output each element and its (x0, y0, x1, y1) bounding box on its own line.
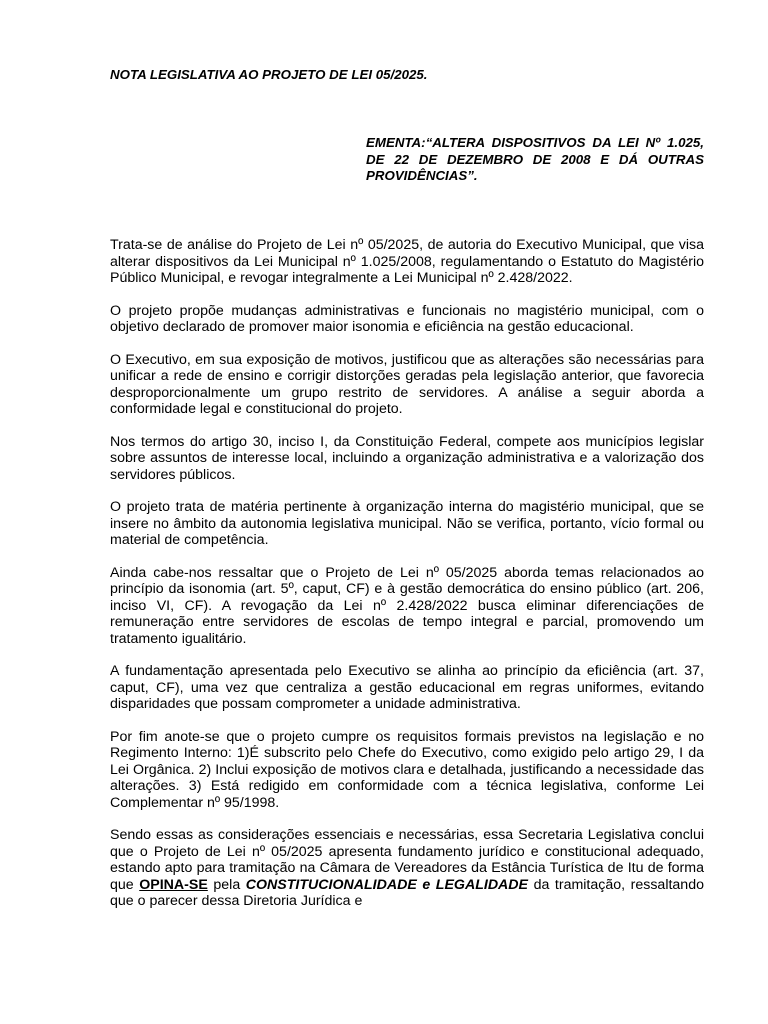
constitucionalidade-text: CONSTITUCIONALIDADE e LEGALIDADE (245, 876, 529, 893)
paragraph-3: O Executivo, em sua exposição de motivos, justificou que as alterações são necessárias para unificar a rede de ensino e corrigir distorções geradas pela legislação anterior, que favorecia desproporcionalmente um grupo restrito de servidores. A análise a seguir aborda a conformidade legal e constitucional do projeto. (110, 351, 704, 417)
conclusion-text-3: da tramitação, ressaltando que o parecer dessa Diretoria Jurídica e (110, 876, 704, 909)
paragraph-5: O projeto trata de matéria pertinente à organização interna do magistério municipal, que se insere no âmbito da autonomia legislativa municipal. Não se verifica, portanto, vício formal ou material de competência. (110, 499, 704, 548)
paragraph-4: Nos termos do artigo 30, inciso I, da Constituição Federal, compete aos municípios legislar sobre assuntos de interesse local, incluindo a organização administrativa e a valorização dos servidores públicos. (110, 433, 704, 483)
conclusion-text-1: Sendo essas as considerações essenciais e necessárias, essa Secretaria Legislativa conclui que o Projeto de Lei nº 05/2025 apresenta fundamento jurídico e constitucional adequado, estando apto para tramitação na Câmara de Vereadores da Estância Turística de Itu de forma que (110, 827, 704, 893)
paragraph-7: A fundamentação apresentada pelo Executivo se alinha ao princípio da eficiência (art. 37, caput, CF), uma vez que centraliza a gestão educacional em regras uniformes, evitando disparidades que possam comprometer a unidade administrativa. (110, 663, 704, 712)
paragraph-6: Ainda cabe-nos ressaltar que o Projeto de Lei nº 05/2025 aborda temas relacionados ao princípio da isonomia (art. 5º, caput, CF) e à gestão democrática do ensino público (art. 206, inciso VI, CF). A revogação da Lei nº 2.428/2022 busca eliminar diferenciações de remuneração entre servidores de escolas de tempo integral e parcial, promovendo um tratamento igualitário. (110, 564, 704, 647)
paragraph-1: Trata-se de análise do Projeto de Lei nº 05/2025, de autoria do Executivo Municipal, que visa alterar dispositivos da Lei Municipal nº 1.025/2008, regulamentando o Estatuto do Magistério Público Municipal, e revogar integralmente a Lei Municipal nº 2.428/2022. (110, 237, 704, 286)
paragraph-conclusion (110, 827, 704, 910)
page-title: NOTA LEGISLATIVA AO PROJETO DE LEI 05/2025. (110, 67, 428, 82)
paragraph-2: O projeto propõe mudanças administrativas e funcionais no magistério municipal, com o objetivo declarado de promover maior isonomia e eficiência na gestão educacional. (110, 302, 704, 335)
document-body (110, 237, 704, 926)
opina-se-text: OPINA-SE (139, 876, 208, 893)
paragraph-8: Por fim anote-se que o projeto cumpre os requisitos formais previstos na legislação e no Regimento Interno: 1)É subscrito pelo Chefe do Executivo, como exigido pelo artigo 29, I da Lei Orgânica. 2) Inclui exposição de motivos clara e detalhada, justificando a necessidade das alterações. 3) Está redigido em conformidade com a técnica legislativa, conforme Lei Complementar nº 95/1998. (110, 728, 704, 811)
conclusion-text-2: pela (207, 876, 246, 893)
ementa: EMENTA:“ALTERA DISPOSITIVOS DA LEI Nº 1.025, DE 22 DE DEZEMBRO DE 2008 E DÁ OUTRAS PROVIDÊNCIAS”. (366, 135, 704, 183)
